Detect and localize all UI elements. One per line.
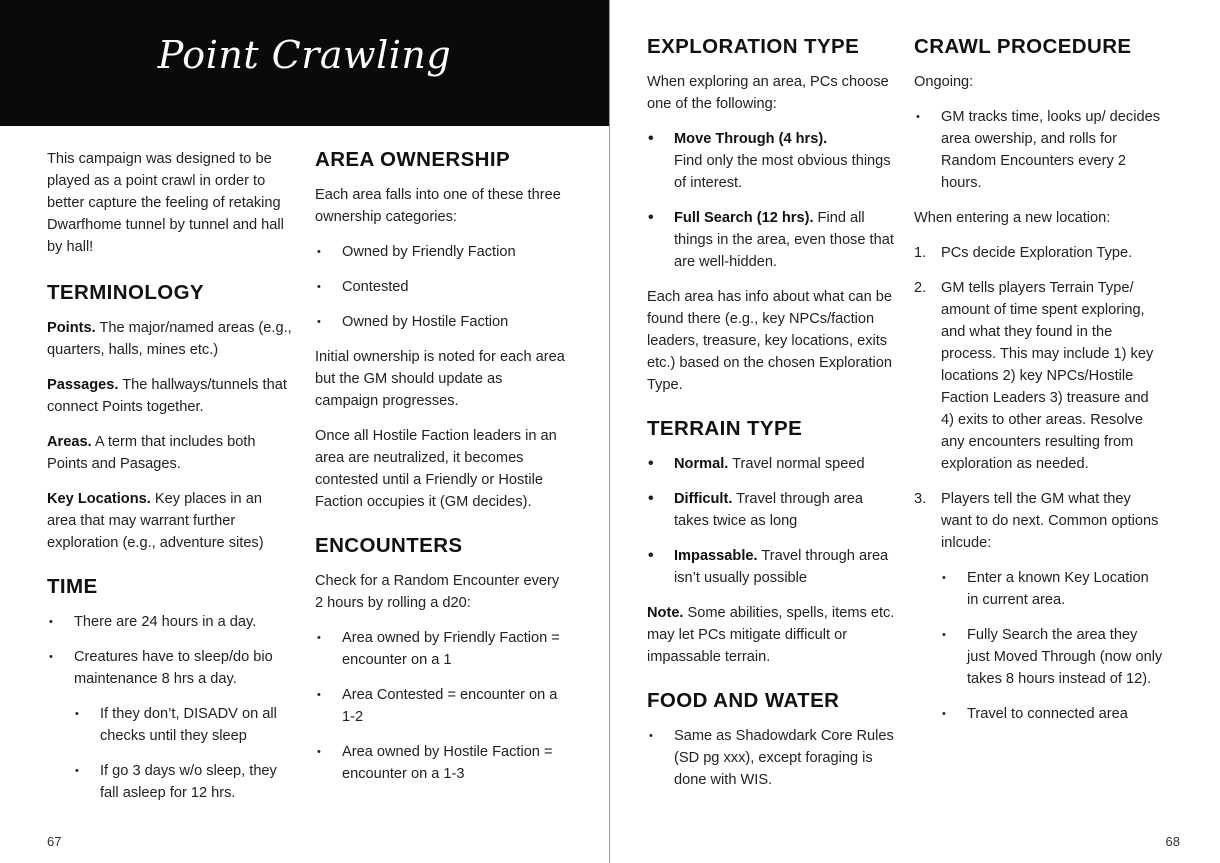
exploration-list bbox=[647, 128, 895, 273]
term-definition: Key Locations. Key places in an area that may warrant further exploration (e.g., adventure sites) bbox=[47, 491, 264, 551]
list-item: • Contested bbox=[315, 276, 565, 298]
bullet-icon: • bbox=[75, 708, 79, 720]
bullet-icon: • bbox=[317, 281, 321, 293]
page-title: Point Crawling bbox=[157, 33, 452, 77]
title-banner bbox=[0, 0, 609, 126]
term-label: Key Locations. bbox=[47, 491, 151, 507]
sub-list-item: • Travel to connected area bbox=[940, 703, 1164, 725]
ongoing-label: Ongoing: bbox=[914, 74, 974, 90]
bullet-icon: • bbox=[648, 209, 654, 226]
terminology-heading: TERMINOLOGY bbox=[47, 281, 205, 304]
bullet-icon: • bbox=[648, 547, 654, 564]
bullet-icon: • bbox=[317, 746, 321, 758]
numbered-step: 2. GM tells players Terrain Type/ amount of time spent exploring, and what they found in the process. This may include 1) key locations 2) key NPCs/Hostile Faction Leaders 3) treasure and 4) exits to other areas. Resolve any encounters resulting from exploration as needed. bbox=[914, 277, 1164, 475]
term-definition: Points. The major/named areas (e.g., quarters, halls, mines etc.) bbox=[47, 320, 292, 358]
left-column-1 bbox=[47, 147, 295, 804]
list-item: • GM tracks time, looks up/ decides area owership, and rolls for Random Encounters every 2 hours. bbox=[914, 106, 1164, 194]
term-label: Points. bbox=[47, 320, 96, 336]
bullet-icon: • bbox=[648, 130, 654, 147]
ownership-paragraph: Once all Hostile Faction leaders in an area are neutralized, it becomes contested until a Friendly or Hostile Faction occupies it (GM decides). bbox=[315, 428, 557, 510]
bullet-icon: • bbox=[49, 651, 53, 663]
sub-list-item: • Enter a known Key Location in current area. bbox=[940, 567, 1164, 611]
list-item: • There are 24 hours in a day. bbox=[47, 611, 295, 633]
exploration-type-heading: EXPLORATION TYPE bbox=[647, 35, 860, 58]
term-definition: Areas. A term that includes both Points and Pasages. bbox=[47, 434, 256, 472]
list-item: • Area owned by Friendly Faction = encounter on a 1 bbox=[315, 627, 565, 671]
bullet-icon: • bbox=[317, 689, 321, 701]
bullet-icon: • bbox=[942, 572, 946, 584]
numbered-step: 3. Players tell the GM what they want to do next. Common options inlcude: bbox=[914, 488, 1164, 554]
terrain-note: Note. Some abilities, spells, items etc. may let PCs mitigate difficult or impassable terrain. bbox=[647, 605, 895, 665]
list-item: • Difficult. Travel through area takes twice as long bbox=[648, 490, 863, 529]
intro-paragraph: This campaign was designed to be played as a point crawl in order to better capture the feeling of retaking Dwarfhome tunnel by tunnel and hall by hall! bbox=[47, 151, 284, 255]
food-list bbox=[647, 725, 895, 791]
list-item: • Area Contested = encounter on a 1-2 bbox=[315, 684, 565, 728]
sub-list-item: • Fully Search the area they just Moved Through (now only takes 8 hours instead of 12). bbox=[940, 624, 1164, 690]
right-page bbox=[610, 0, 1220, 863]
encounters-heading: ENCOUNTERS bbox=[315, 534, 463, 557]
page-number: 67 bbox=[47, 834, 62, 849]
list-item: • Full Search (12 hrs). Find all things in the area, even those that are well-hidden. bbox=[648, 209, 894, 270]
encounters-list bbox=[315, 627, 565, 785]
list-item: • Normal. Travel normal speed bbox=[647, 453, 895, 475]
bullet-icon: • bbox=[916, 111, 920, 123]
bullet-icon: • bbox=[942, 708, 946, 720]
list-item: • Impassable. Travel through area isn’t usually possible bbox=[648, 547, 889, 586]
left-column-2 bbox=[315, 147, 565, 785]
list-item: • Move Through (4 hrs). Find only the most obvious things of interest. bbox=[648, 130, 891, 191]
bullet-icon: • bbox=[648, 455, 654, 472]
time-heading: TIME bbox=[47, 575, 98, 598]
time-list bbox=[47, 611, 295, 804]
step-number: 1. bbox=[914, 245, 927, 261]
bullet-icon: • bbox=[942, 629, 946, 641]
food-water-heading: FOOD AND WATER bbox=[647, 689, 840, 712]
entering-label: When entering a new location: bbox=[914, 210, 1111, 226]
right-column-1 bbox=[647, 34, 895, 791]
terrain-list bbox=[647, 453, 895, 589]
options-list bbox=[914, 567, 1164, 725]
list-item: • Area owned by Hostile Faction = encounter on a 1-3 bbox=[315, 741, 565, 785]
left-page bbox=[0, 0, 609, 863]
terrain-type-heading: TERRAIN TYPE bbox=[647, 417, 803, 440]
term-label: Areas. bbox=[47, 434, 92, 450]
step-number: 2. bbox=[914, 280, 927, 296]
term-label: Passages. bbox=[47, 377, 119, 393]
ownership-paragraph: Initial ownership is noted for each area but the GM should update as campaign progresses. bbox=[315, 349, 565, 409]
list-item: • Owned by Friendly Faction bbox=[315, 241, 565, 263]
sub-list-item: • If they don’t, DISADV on all checks until they sleep bbox=[73, 703, 295, 747]
sub-list-item: • If go 3 days w/o sleep, they fall asleep for 12 hrs. bbox=[73, 760, 295, 804]
list-item: • Same as Shadowdark Core Rules (SD pg xxx), except foraging is done with WIS. bbox=[647, 725, 895, 791]
encounters-intro: Check for a Random Encounter every 2 hours by rolling a d20: bbox=[315, 573, 560, 611]
page-number: 68 bbox=[1165, 834, 1180, 849]
list-item: • Creatures have to sleep/do bio maintenance 8 hrs a day. bbox=[47, 646, 295, 690]
bullet-icon: • bbox=[649, 730, 653, 742]
list-item: • Owned by Hostile Faction bbox=[315, 311, 565, 333]
ownership-intro: Each area falls into one of these three ownership categories: bbox=[315, 187, 561, 225]
area-ownership-heading: AREA OWNERSHIP bbox=[315, 148, 511, 171]
exploration-paragraph: Each area has info about what can be found there (e.g., key NPCs/faction leaders, treasure, key locations, exits etc.) based on the chosen Exploration Type. bbox=[647, 289, 893, 393]
ownership-list bbox=[315, 241, 565, 333]
numbered-step: 1. PCs decide Exploration Type. bbox=[914, 242, 1164, 264]
bullet-icon: • bbox=[75, 765, 79, 777]
bullet-icon: • bbox=[317, 316, 321, 328]
bullet-icon: • bbox=[648, 490, 654, 507]
exploration-intro: When exploring an area, PCs choose one of the following: bbox=[647, 74, 889, 112]
right-column-2 bbox=[914, 34, 1164, 725]
term-definition: Passages. The hallways/tunnels that connect Points together. bbox=[47, 377, 287, 415]
procedure-steps bbox=[914, 242, 1164, 554]
step-number: 3. bbox=[914, 491, 927, 507]
ongoing-list bbox=[914, 106, 1164, 194]
crawl-procedure-heading: CRAWL PROCEDURE bbox=[914, 35, 1132, 58]
bullet-icon: • bbox=[317, 246, 321, 258]
bullet-icon: • bbox=[49, 616, 53, 628]
bullet-icon: • bbox=[317, 632, 321, 644]
